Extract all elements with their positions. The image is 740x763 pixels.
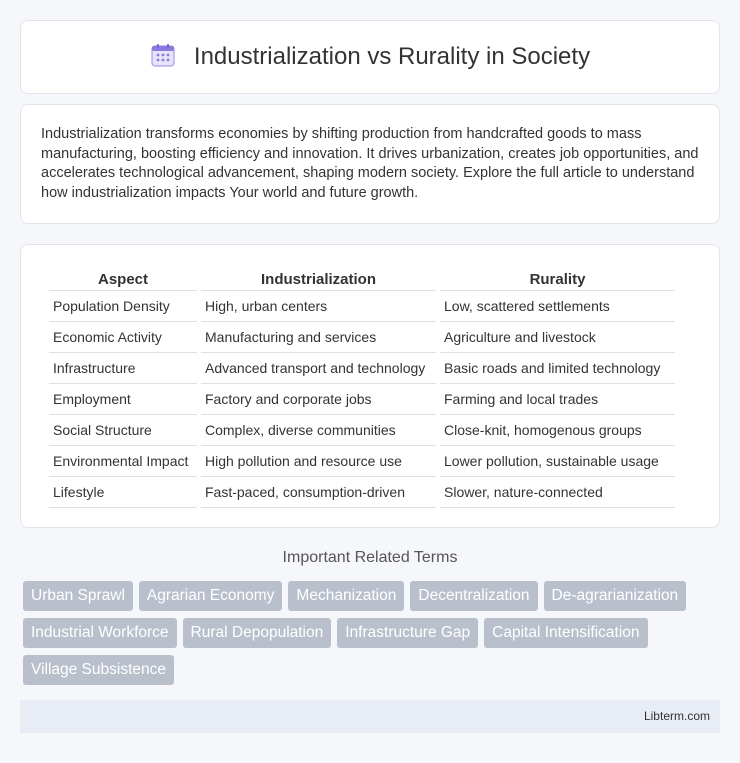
table-cell: Slower, nature-connected xyxy=(440,477,675,508)
comparison-table xyxy=(45,265,679,508)
table-row xyxy=(49,446,675,477)
table-cell: Close-knit, homogenous groups xyxy=(440,415,675,446)
term-tag-de-agrarianization[interactable]: De-agrarianization xyxy=(544,581,687,611)
term-tag-village-subsistence[interactable]: Village Subsistence xyxy=(23,655,174,685)
table-header-row xyxy=(49,265,675,291)
table-cell: Agriculture and livestock xyxy=(440,322,675,353)
title-wrap xyxy=(150,42,590,73)
term-tag-infrastructure-gap[interactable]: Infrastructure Gap xyxy=(337,618,478,648)
table-cell: Basic roads and limited technology xyxy=(440,353,675,384)
table-cell: High pollution and resource use xyxy=(201,446,436,477)
table-cell: Low, scattered settlements xyxy=(440,291,675,322)
term-tag-agrarian-economy[interactable]: Agrarian Economy xyxy=(139,581,283,611)
header-rurality: Rurality xyxy=(440,265,675,291)
term-tag-mechanization[interactable]: Mechanization xyxy=(288,581,404,611)
table-cell: Factory and corporate jobs xyxy=(201,384,436,415)
table-cell: Advanced transport and technology xyxy=(201,353,436,384)
related-terms-title: Important Related Terms xyxy=(282,549,458,566)
intro-text: Industrialization transforms economies by shifting production from handcrafted goods to mass manufacturing, boosting efficiency and innovation. It drives urbanization, creates job opportunities, and accelerates technological advancement, shaping modern society. Explore the full article to understand how industrialization impacts Your world and future growth. xyxy=(41,126,699,201)
table-cell: Population Density xyxy=(49,291,197,322)
table-row xyxy=(49,353,675,384)
table-cell: Employment xyxy=(49,384,197,415)
header-aspect: Aspect xyxy=(49,265,197,291)
table-cell: Fast-paced, consumption-driven xyxy=(201,477,436,508)
table-cell: Manufacturing and services xyxy=(201,322,436,353)
table-row xyxy=(49,384,675,415)
calendar-icon xyxy=(150,42,176,73)
table-cell: Environmental Impact xyxy=(49,446,197,477)
term-tag-rural-depopulation[interactable]: Rural Depopulation xyxy=(183,618,332,648)
comparison-table-card xyxy=(20,244,720,528)
table-row xyxy=(49,322,675,353)
table-row xyxy=(49,291,675,322)
table-cell: High, urban centers xyxy=(201,291,436,322)
table-row xyxy=(49,415,675,446)
term-tag-industrial-workforce[interactable]: Industrial Workforce xyxy=(23,618,177,648)
table-row xyxy=(49,477,675,508)
table-cell: Complex, diverse communities xyxy=(201,415,436,446)
table-cell: Lifestyle xyxy=(49,477,197,508)
footer xyxy=(20,700,720,733)
header-card xyxy=(20,20,720,94)
table-cell: Social Structure xyxy=(49,415,197,446)
table-cell: Infrastructure xyxy=(49,353,197,384)
intro-card xyxy=(20,104,720,224)
footer-site-link[interactable]: Libterm.com xyxy=(643,709,710,723)
page-title: Industrialization vs Rurality in Society xyxy=(193,43,591,70)
table-cell: Lower pollution, sustainable usage xyxy=(440,446,675,477)
related-terms-list xyxy=(23,581,723,685)
term-tag-decentralization[interactable]: Decentralization xyxy=(410,581,537,611)
term-tag-urban-sprawl[interactable]: Urban Sprawl xyxy=(23,581,133,611)
table-cell: Farming and local trades xyxy=(440,384,675,415)
table-cell: Economic Activity xyxy=(49,322,197,353)
header-industrialization: Industrialization xyxy=(201,265,436,291)
term-tag-capital-intensification[interactable]: Capital Intensification xyxy=(484,618,647,648)
